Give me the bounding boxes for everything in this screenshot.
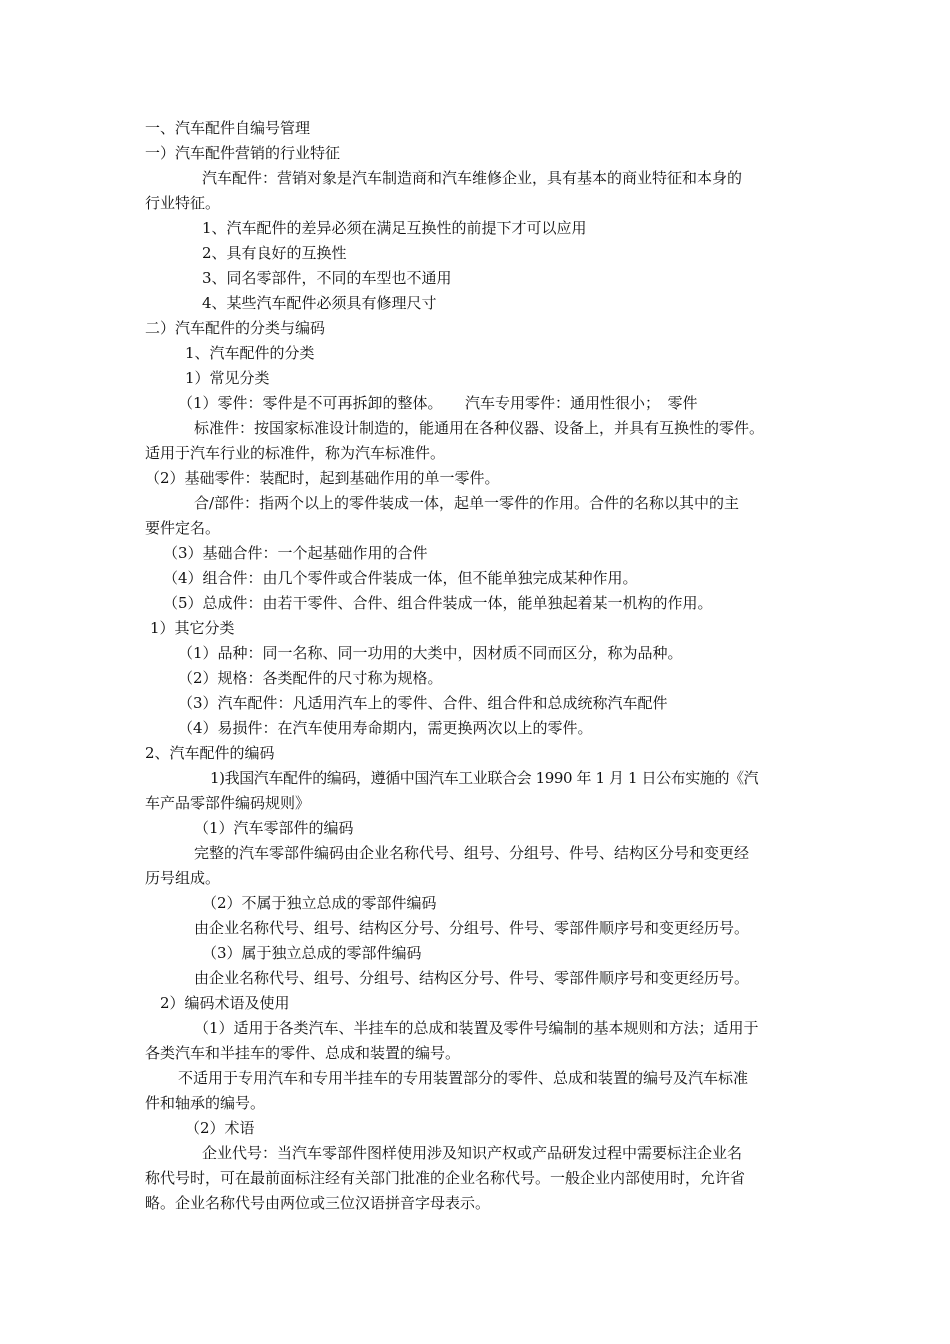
paragraph-line: 汽车配件：营销对象是汽车制造商和汽车维修企业，具有基本的商业特征和本身的 [202, 169, 743, 187]
paragraph-line: （1）适用于各类汽车、半挂车的总成和装置及零件号编制的基本规则和方法；适用于 [194, 1019, 759, 1037]
paragraph-line: 行业特征。 [145, 194, 221, 212]
paragraph-line: 1)我国汽车配件的编码，遵循中国汽车工业联合会 1990 年 1 月 1 日公布实施的《汽 [210, 769, 759, 787]
list-item: （5）总成件：由若干零件、合件、组合件装成一体，能单独起着某一机构的作用。 [163, 594, 713, 612]
paragraph-line: 合/部件：指两个以上的零件装成一体，起单一零件的作用。合件的名称以其中的主 [194, 494, 740, 512]
heading-section: 一）汽车配件营销的行业特征 [145, 144, 341, 162]
paragraph-line: 不适用于专用汽车和专用半挂车的专用装置部分的零件、总成和装置的编号及汽车标准 [178, 1069, 749, 1087]
list-item: 1、汽车配件的差异必须在满足互换性的前提下才可以应用 [202, 219, 587, 237]
paragraph-line: 各类汽车和半挂车的零件、总成和装置的编号。 [145, 1044, 461, 1062]
heading-subsection: 1）常见分类 [185, 369, 270, 387]
heading-subsection: （2）不属于独立总成的零部件编码 [202, 894, 437, 912]
paragraph-line: 完整的汽车零部件编码由企业名称代号、组号、分组号、件号、结构区分号和变更经 [194, 844, 750, 862]
paragraph-line: 标准件：按国家标准设计制造的，能通用在各种仪器、设备上，并具有互换性的零件。 [194, 419, 765, 437]
list-item: （4）组合件：由几个零件或合件装成一体，但不能单独完成某种作用。 [163, 569, 638, 587]
paragraph-line: 企业代号：当汽车零部件图样使用涉及知识产权或产品研发过程中需要标注企业名 [202, 1144, 743, 1162]
heading-subsection: 2、汽车配件的编码 [145, 744, 275, 762]
list-item: 2、具有良好的互换性 [202, 244, 347, 262]
paragraph-line: 由企业名称代号、组号、分组号、结构区分号、件号、零部件顺序号和变更经历号。 [194, 969, 750, 987]
list-item: （1）品种：同一名称、同一功用的大类中，因材质不同而区分，称为品种。 [178, 644, 683, 662]
paragraph-line: 略。企业名称代号由两位或三位汉语拼音字母表示。 [145, 1194, 491, 1212]
heading-subsection: 1、汽车配件的分类 [185, 344, 315, 362]
list-item: （3）汽车配件：凡适用汽车上的零件、合件、组合件和总成统称汽车配件 [178, 694, 668, 712]
heading-subsection: 1）其它分类 [150, 619, 235, 637]
list-item: 3、同名零部件，不同的车型也不通用 [202, 269, 452, 287]
list-item: （4）易损件：在汽车使用寿命期内，需更换两次以上的零件。 [178, 719, 593, 737]
heading-subsection: （1）汽车零部件的编码 [194, 819, 354, 837]
paragraph-line: 件和轴承的编号。 [145, 1094, 266, 1112]
heading-subsection: （3）属于独立总成的零部件编码 [202, 944, 422, 962]
paragraph-line: 适用于汽车行业的标准件，称为汽车标准件。 [145, 444, 446, 462]
paragraph-line: 历号组成。 [145, 869, 221, 887]
heading-section: 二）汽车配件的分类与编码 [145, 319, 326, 337]
paragraph-line: （1）零件：零件是不可再拆卸的整体。 汽车专用零件：通用性很小； 零件 [178, 394, 698, 412]
heading-subsection: （2）术语 [185, 1119, 255, 1137]
paragraph-line: （2）基础零件：装配时，起到基础作用的单一零件。 [145, 469, 500, 487]
list-item: （3）基础合件：一个起基础作用的合件 [163, 544, 428, 562]
paragraph-line: 由企业名称代号、组号、结构区分号、分组号、件号、零部件顺序号和变更经历号。 [194, 919, 750, 937]
list-item: （2）规格：各类配件的尺寸称为规格。 [178, 669, 443, 687]
heading-main: 一、汽车配件自编号管理 [145, 119, 311, 137]
paragraph-line: 要件定名。 [145, 519, 221, 537]
list-item: 4、某些汽车配件必须具有修理尺寸 [202, 294, 437, 312]
heading-subsection: 2）编码术语及使用 [160, 994, 290, 1012]
paragraph-line: 车产品零部件编码规则》 [145, 794, 311, 812]
paragraph-line: 称代号时，可在最前面标注经有关部门批准的企业名称代号。一般企业内部使用时，允许省 [145, 1169, 746, 1187]
